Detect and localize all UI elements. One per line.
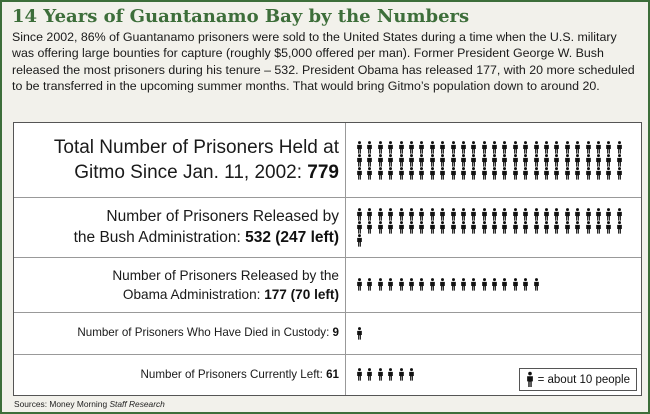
person-icon xyxy=(387,154,394,167)
person-icon xyxy=(543,221,550,234)
icon-line xyxy=(356,141,631,154)
person-icon xyxy=(366,278,373,291)
person-icon xyxy=(533,278,540,291)
person-icon xyxy=(408,221,415,234)
sources-note xyxy=(14,399,165,409)
person-icon xyxy=(366,368,373,381)
person-icon xyxy=(470,154,477,167)
person-icon xyxy=(356,327,363,340)
person-icon xyxy=(429,221,436,234)
person-icon xyxy=(585,167,592,180)
person-icon xyxy=(595,154,602,167)
person-icon xyxy=(605,154,612,167)
infographic-title: 14 Years of Guantanamo Bay by the Numbers xyxy=(12,6,470,27)
person-icon xyxy=(450,278,457,291)
person-icon xyxy=(398,208,405,221)
person-icon xyxy=(377,368,384,381)
person-icon xyxy=(377,141,384,154)
person-icon xyxy=(574,141,581,154)
person-icon xyxy=(533,154,540,167)
person-icon xyxy=(481,141,488,154)
person-icon xyxy=(616,141,623,154)
icon-line xyxy=(356,234,631,247)
person-icon xyxy=(564,221,571,234)
person-icon xyxy=(512,167,519,180)
person-icon xyxy=(460,167,467,180)
person-icon xyxy=(387,167,394,180)
person-icon xyxy=(460,221,467,234)
row-total-held xyxy=(14,123,641,198)
person-icon xyxy=(522,221,529,234)
person-icon xyxy=(605,221,612,234)
person-icon xyxy=(470,221,477,234)
person-icon xyxy=(512,141,519,154)
icon-line xyxy=(356,327,631,340)
person-icon xyxy=(585,208,592,221)
people-icons xyxy=(356,123,631,197)
person-icon xyxy=(366,221,373,234)
person-icon xyxy=(460,141,467,154)
person-icon xyxy=(377,208,384,221)
person-icon xyxy=(543,167,550,180)
person-icon xyxy=(377,278,384,291)
person-icon xyxy=(501,221,508,234)
person-icon xyxy=(512,221,519,234)
person-icon xyxy=(605,208,612,221)
sources-prefix: Sources: Money Morning xyxy=(14,399,110,409)
person-icon xyxy=(460,154,467,167)
row-value: 9 xyxy=(332,326,339,339)
person-icon xyxy=(398,221,405,234)
person-icon xyxy=(408,368,415,381)
person-icon xyxy=(491,278,498,291)
row-label xyxy=(14,123,346,197)
person-icon xyxy=(543,154,550,167)
person-icon xyxy=(470,167,477,180)
person-icon xyxy=(564,208,571,221)
row-value: 177 (70 left) xyxy=(264,286,339,302)
person-icon xyxy=(501,278,508,291)
row-label xyxy=(14,257,346,312)
person-icon xyxy=(366,167,373,180)
person-icon xyxy=(553,154,560,167)
label-line2: Obama Administration: xyxy=(122,286,265,302)
people-icons xyxy=(356,257,631,312)
person-icon xyxy=(533,167,540,180)
person-icon xyxy=(585,154,592,167)
icon-line xyxy=(356,278,631,291)
person-icon xyxy=(616,221,623,234)
person-icon xyxy=(429,141,436,154)
person-icon xyxy=(574,221,581,234)
person-icon xyxy=(377,221,384,234)
label-line1: Total Number of Prisoners Held at xyxy=(53,137,339,158)
person-icon xyxy=(450,167,457,180)
person-icon xyxy=(481,278,488,291)
person-icon xyxy=(408,141,415,154)
person-icon xyxy=(491,154,498,167)
person-icon xyxy=(439,278,446,291)
person-icon xyxy=(439,167,446,180)
person-icon xyxy=(501,208,508,221)
person-icon xyxy=(553,208,560,221)
person-icon xyxy=(470,208,477,221)
person-icon xyxy=(439,141,446,154)
person-icon xyxy=(481,208,488,221)
label-line2: Number of Prisoners Who Have Died in Custody: xyxy=(77,326,333,339)
person-icon xyxy=(616,167,623,180)
person-icon xyxy=(418,167,425,180)
row-currently-left xyxy=(14,354,641,395)
person-icon xyxy=(387,208,394,221)
person-icon xyxy=(439,221,446,234)
person-icon xyxy=(366,154,373,167)
person-icon xyxy=(564,154,571,167)
person-icon xyxy=(408,154,415,167)
icon-line xyxy=(356,221,631,234)
person-icon xyxy=(574,208,581,221)
person-icon xyxy=(450,154,457,167)
person-icon xyxy=(356,234,363,247)
person-icon xyxy=(595,141,602,154)
row-died-in-custody xyxy=(14,312,641,355)
person-icon xyxy=(429,167,436,180)
person-icon xyxy=(616,208,623,221)
person-icon xyxy=(491,141,498,154)
person-icon xyxy=(595,208,602,221)
person-icon xyxy=(377,167,384,180)
person-icon xyxy=(491,208,498,221)
person-icon xyxy=(553,167,560,180)
person-icon xyxy=(564,141,571,154)
person-icon xyxy=(418,141,425,154)
person-icon xyxy=(450,208,457,221)
person-icon xyxy=(387,221,394,234)
person-icon xyxy=(470,141,477,154)
person-icon xyxy=(439,154,446,167)
person-icon xyxy=(543,141,550,154)
person-icon xyxy=(408,208,415,221)
row-label xyxy=(14,197,346,257)
person-icon xyxy=(512,154,519,167)
person-icon xyxy=(522,167,529,180)
person-icon xyxy=(408,278,415,291)
person-icon xyxy=(429,278,436,291)
person-icon xyxy=(481,154,488,167)
row-obama-released xyxy=(14,257,641,313)
person-icon xyxy=(366,208,373,221)
person-icon xyxy=(387,278,394,291)
row-label xyxy=(14,312,346,354)
person-icon xyxy=(356,208,363,221)
person-icon xyxy=(585,141,592,154)
icon-line xyxy=(356,154,631,167)
people-icons xyxy=(356,197,631,257)
person-icon xyxy=(491,221,498,234)
person-icon xyxy=(408,167,415,180)
person-icon xyxy=(356,368,363,381)
person-icon xyxy=(595,167,602,180)
person-icon xyxy=(356,278,363,291)
row-label xyxy=(14,354,346,395)
person-icon xyxy=(522,141,529,154)
person-icon xyxy=(553,221,560,234)
person-icon xyxy=(522,208,529,221)
person-icon xyxy=(501,154,508,167)
person-icon xyxy=(522,278,529,291)
person-icon xyxy=(512,208,519,221)
person-icon xyxy=(533,141,540,154)
person-icon xyxy=(398,167,405,180)
person-icon xyxy=(501,167,508,180)
label-line2: the Bush Administration: xyxy=(73,229,246,246)
person-icon xyxy=(439,208,446,221)
person-icon xyxy=(356,141,363,154)
row-value: 779 xyxy=(307,162,339,183)
label-line1: Number of Prisoners Released by xyxy=(106,208,339,225)
person-icon xyxy=(616,154,623,167)
person-icon xyxy=(418,221,425,234)
people-icons xyxy=(356,312,631,354)
person-icon xyxy=(501,141,508,154)
person-icon xyxy=(595,221,602,234)
row-value: 532 (247 left) xyxy=(245,229,339,246)
person-icon xyxy=(564,167,571,180)
person-icon xyxy=(491,167,498,180)
row-value: 61 xyxy=(326,367,339,381)
person-icon xyxy=(460,278,467,291)
legend xyxy=(519,368,637,391)
person-icon xyxy=(366,141,373,154)
person-icon xyxy=(522,154,529,167)
label-line1: Number of Prisoners Released by the xyxy=(112,267,339,283)
person-icon xyxy=(526,371,534,388)
person-icon xyxy=(387,141,394,154)
person-icon xyxy=(398,278,405,291)
intro-paragraph: Since 2002, 86% of Guantanamo prisoners were sold to the United States during a time when the U.S. military was offering large bounties for capture (roughly $5,000 offered per man). Former President George W. Bush released the most prisoners during his tenure – 532. President Obama has released 177, with 20 more scheduled to be transferred in the upcoming summer months. That would bring Gitmo’s population down to around 20. xyxy=(12,30,635,94)
legend-text: = about 10 people xyxy=(537,373,630,386)
person-icon xyxy=(418,278,425,291)
person-icon xyxy=(460,208,467,221)
label-line2: Gitmo Since Jan. 11, 2002: xyxy=(74,162,308,183)
person-icon xyxy=(481,221,488,234)
person-icon xyxy=(429,208,436,221)
person-icon xyxy=(398,154,405,167)
label-line2: Number of Prisoners Currently Left: xyxy=(140,367,327,381)
person-icon xyxy=(398,368,405,381)
person-icon xyxy=(574,154,581,167)
person-icon xyxy=(418,154,425,167)
person-icon xyxy=(387,368,394,381)
person-icon xyxy=(398,141,405,154)
person-icon xyxy=(543,208,550,221)
person-icon xyxy=(450,221,457,234)
person-icon xyxy=(533,221,540,234)
person-icon xyxy=(553,141,560,154)
person-icon xyxy=(533,208,540,221)
person-icon xyxy=(585,221,592,234)
person-icon xyxy=(481,167,488,180)
person-icon xyxy=(512,278,519,291)
person-icon xyxy=(605,141,612,154)
person-icon xyxy=(356,167,363,180)
row-bush-released xyxy=(14,197,641,258)
person-icon xyxy=(574,167,581,180)
person-icon xyxy=(450,141,457,154)
person-icon xyxy=(470,278,477,291)
icon-line xyxy=(356,208,631,221)
person-icon xyxy=(356,154,363,167)
person-icon xyxy=(418,208,425,221)
sources-italic: Staff Research xyxy=(109,399,165,409)
stats-table xyxy=(13,122,642,396)
person-icon xyxy=(356,221,363,234)
person-icon xyxy=(377,154,384,167)
person-icon xyxy=(605,167,612,180)
icon-line xyxy=(356,167,631,180)
person-icon xyxy=(429,154,436,167)
